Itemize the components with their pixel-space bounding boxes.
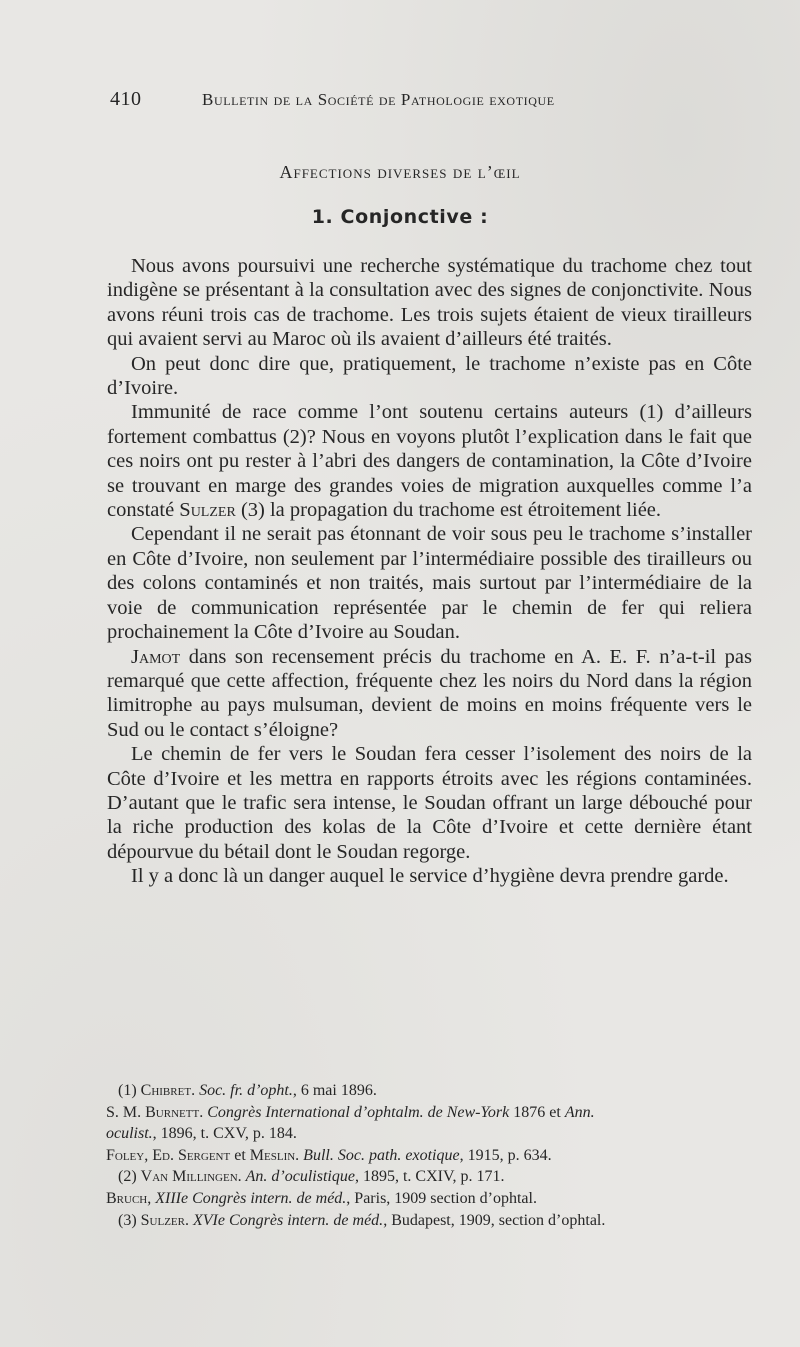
citation-title: Soc. fr. d’opht.	[199, 1082, 293, 1099]
text-run: (1)	[118, 1082, 141, 1099]
footnote-line	[106, 1102, 758, 1124]
text-run: .	[295, 1146, 304, 1164]
text-run: , 1896, t. CXV, p. 184.	[152, 1125, 297, 1143]
body-paragraph	[107, 254, 752, 352]
footnote-line	[118, 1080, 758, 1102]
text-run: .	[191, 1082, 200, 1099]
footnote-line	[118, 1210, 758, 1232]
text-run: , Paris, 1909 section d’ophtal.	[346, 1189, 537, 1207]
text-run: , 6 mai 1896.	[292, 1082, 377, 1099]
text-run: , 1915, p. 634.	[459, 1146, 552, 1164]
journal-title: Bulletin de la Société de Pathologie exotique	[202, 90, 555, 109]
text-run: Il y a donc là un danger auquel le service d’hygiène devra prendre garde.	[131, 865, 729, 888]
body-paragraph	[107, 400, 752, 522]
text-run: Cependant il ne serait pas étonnant de voir sous peu le trachome s’installer en Côte d’Ivoire, non seulement par l’intermédiaire possible des tirailleurs ou des colons contaminés et non traités, mais surtout par l’intermédiaire de la voie de communication représentée par le chemin de fer qui reliera prochainement la Côte d’Ivoire au Soudan.	[107, 523, 752, 644]
author-name: Sulzer	[179, 499, 236, 522]
section-title: Affections diverses de l’œil	[279, 162, 521, 182]
text-run: 1876 et	[509, 1103, 565, 1121]
body-paragraph	[107, 742, 752, 864]
footnote-line	[106, 1188, 758, 1210]
body-paragraph	[107, 864, 752, 888]
footnotes	[106, 1080, 758, 1231]
author-name: Bruch	[106, 1189, 148, 1207]
text-run: Immunité de race comme l’ont soutenu certains auteurs (1) d’ailleurs fortement combattus (2)? Nous en voyons plutôt l’explication dans le fait que ces noirs ont pu rester à l’abri des dangers de contamination, la Côte d’Ivoire se trouvant en marge des grandes voies de migration auxquelles comme l’a constaté	[107, 401, 752, 522]
author-name: Jamot	[131, 645, 181, 668]
text-run: , 1895, t. CXIV, p. 171.	[354, 1168, 505, 1186]
author-name: Sulzer	[140, 1211, 185, 1229]
text-run: .	[185, 1211, 193, 1229]
footnote-line	[118, 1166, 758, 1188]
text-run: Le chemin de fer vers le Soudan fera cesser l’isolement des noirs de la Côte d’Ivoire et les mettra en rapports étroits avec les régions contaminées. D’autant que le trafic sera intense, le Soudan offrant un large débouché pour la riche production des kolas de la Côte d’Ivoire et cette dernière étant dépourvue du bétail dont le Soudan regorge.	[107, 743, 752, 863]
body-paragraph	[107, 522, 752, 644]
subsection-title: 1. Conjonctive :	[311, 206, 489, 228]
citation-title: Congrès International d’ophtalm. de New-York	[207, 1103, 510, 1121]
citation-title: XVIe Congrès intern. de méd.	[193, 1211, 384, 1229]
text-run: Nous avons poursuivi une recherche systématique du trachome chez tout indigène se présentant à la consultation avec des signes de conjonctivite. Nous avons réuni trois cas de trachome. Les trois sujets étaient de vieux tirailleurs qui avaient servi au Maroc où ils avaient d’ailleurs été traités.	[107, 255, 752, 351]
author-name: Burnett	[145, 1103, 200, 1121]
citation-title: XIIIe Congrès intern. de méd.	[155, 1189, 347, 1207]
body-paragraph	[107, 352, 752, 401]
text-run: dans son recensement précis du trachome en A. E. F. n’a-t-il pas remarqué que cette affection, fréquente chez les noirs du Nord dans la région limitrophe au pays mulsuman, devient de moins en moins fréquente vers le Sud ou le contact s’éloigne?	[107, 645, 752, 741]
page-number: 410	[110, 88, 142, 110]
author-name: Chibret	[140, 1082, 192, 1099]
author-name: Foley, Ed. Sergent	[106, 1146, 231, 1164]
text-run: .	[237, 1168, 246, 1186]
text-run: ,	[147, 1189, 156, 1207]
author-name: Van Millingen	[140, 1168, 238, 1186]
body-paragraph	[107, 645, 752, 743]
text-run: On peut donc dire que, pratiquement, le trachome n’existe pas en Côte d’Ivoire.	[107, 352, 752, 400]
text-run: (3) la propagation du trachome est étroitement liée.	[235, 499, 662, 522]
text-run: (3)	[118, 1211, 141, 1229]
body-text	[107, 254, 752, 889]
running-head	[110, 88, 750, 112]
text-run: et	[230, 1146, 250, 1164]
text-run: S. M.	[106, 1103, 146, 1121]
citation-title: An. d’oculistique	[245, 1168, 355, 1186]
citation-title: Bull. Soc. path. exotique	[303, 1146, 460, 1164]
text-run: .	[199, 1103, 208, 1121]
citation-title: oculist.	[106, 1125, 153, 1143]
footnote-line	[106, 1123, 758, 1145]
citation-title: Ann.	[564, 1103, 595, 1121]
author-name: Meslin	[249, 1146, 296, 1164]
text-run: (2)	[118, 1168, 141, 1186]
footnote-line	[106, 1145, 758, 1167]
text-run: , Budapest, 1909, section d’ophtal.	[383, 1211, 606, 1229]
